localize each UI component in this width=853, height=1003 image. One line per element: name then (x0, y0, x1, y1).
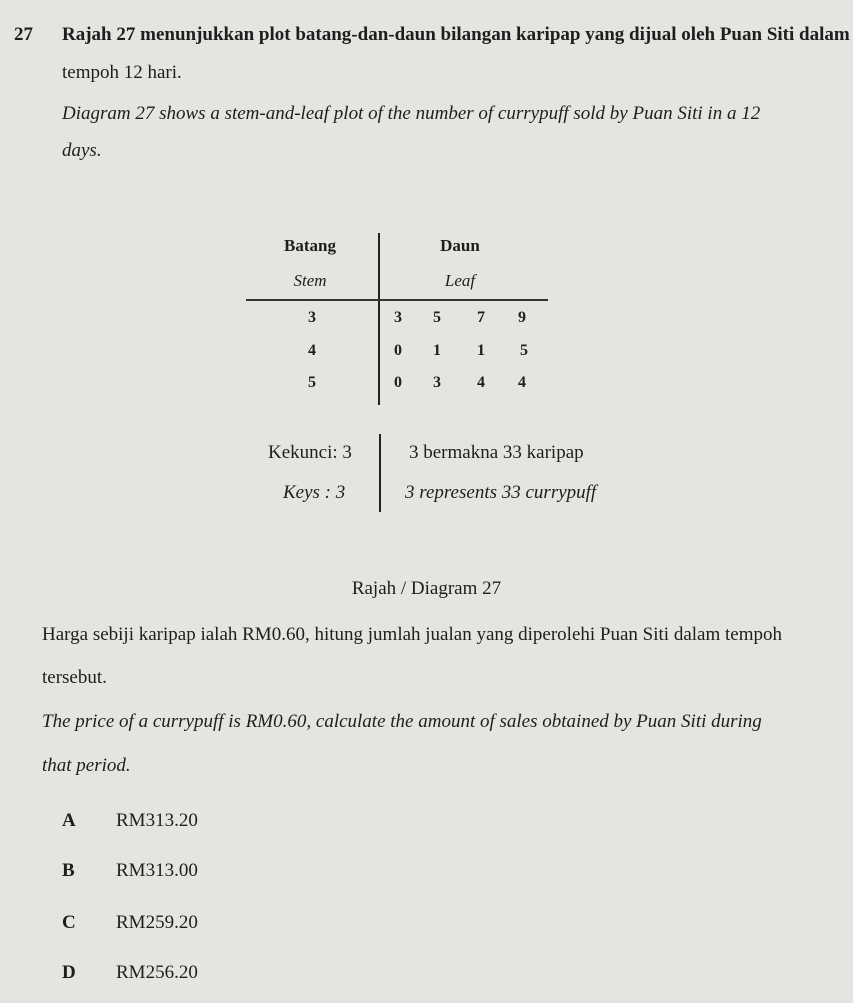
prompt-malay-line2: tersebut. (42, 667, 107, 688)
leaf-header-english: Leaf (444, 271, 476, 290)
header-underline (246, 299, 548, 301)
stem-value: 5 (308, 374, 316, 391)
question-intro-english-line2: days. (62, 140, 102, 161)
leaf-value: 0 (394, 374, 402, 391)
leaf-value: 3 (394, 309, 402, 326)
leaf-value: 5 (433, 309, 441, 326)
stem-header-english: Stem (293, 271, 327, 290)
prompt-english-line2: that period. (42, 755, 131, 776)
option-b-letter[interactable]: B (62, 860, 75, 881)
leaf-value: 9 (518, 309, 526, 326)
key-label-english: Keys : 3 (283, 482, 346, 503)
prompt-english-line1: The price of a currypuff is RM0.60, calculate the amount of sales obtained by Puan Siti during (42, 711, 762, 732)
leaf-value: 1 (433, 342, 441, 359)
leaf-value: 5 (520, 342, 528, 359)
question-number: 27 (14, 24, 33, 45)
prompt-malay-line1: Harga sebiji karipap ialah RM0.60, hitung jumlah jualan yang diperolehi Puan Siti dalam tempoh (42, 624, 782, 645)
option-b-value[interactable]: RM313.00 (116, 860, 198, 881)
key-divider (379, 434, 381, 512)
question-intro-malay-line1: Rajah 27 menunjukkan plot batang-dan-daun bilangan karipap yang dijual oleh Puan Siti dalam (62, 24, 850, 45)
stem-value: 3 (308, 309, 316, 326)
option-c-letter[interactable]: C (62, 912, 76, 933)
question-intro-english-line1: Diagram 27 shows a stem-and-leaf plot of the number of currypuff sold by Puan Siti in a 12 (62, 103, 761, 124)
diagram-caption: Rajah / Diagram 27 (351, 578, 502, 599)
leaf-header-malay: Daun (440, 236, 480, 255)
leaf-value: 0 (394, 342, 402, 359)
stem-value: 4 (308, 342, 316, 359)
question-intro-malay-line2: tempoh 12 hari. (62, 62, 182, 83)
key-text-english: 3 represents 33 currypuff (405, 482, 597, 503)
option-d-value[interactable]: RM256.20 (116, 962, 198, 983)
leaf-value: 7 (477, 309, 485, 326)
leaf-value: 4 (477, 374, 485, 391)
stem-leaf-divider (378, 233, 380, 405)
stem-header-malay: Batang (284, 236, 336, 255)
leaf-value: 4 (518, 374, 526, 391)
key-label-malay: Kekunci: 3 (268, 442, 352, 463)
leaf-value: 1 (477, 342, 485, 359)
option-a-value[interactable]: RM313.20 (116, 810, 198, 831)
option-a-letter[interactable]: A (62, 810, 76, 831)
leaf-value: 3 (433, 374, 441, 391)
option-d-letter[interactable]: D (62, 962, 76, 983)
key-text-malay: 3 bermakna 33 karipap (409, 442, 584, 463)
option-c-value[interactable]: RM259.20 (116, 912, 198, 933)
